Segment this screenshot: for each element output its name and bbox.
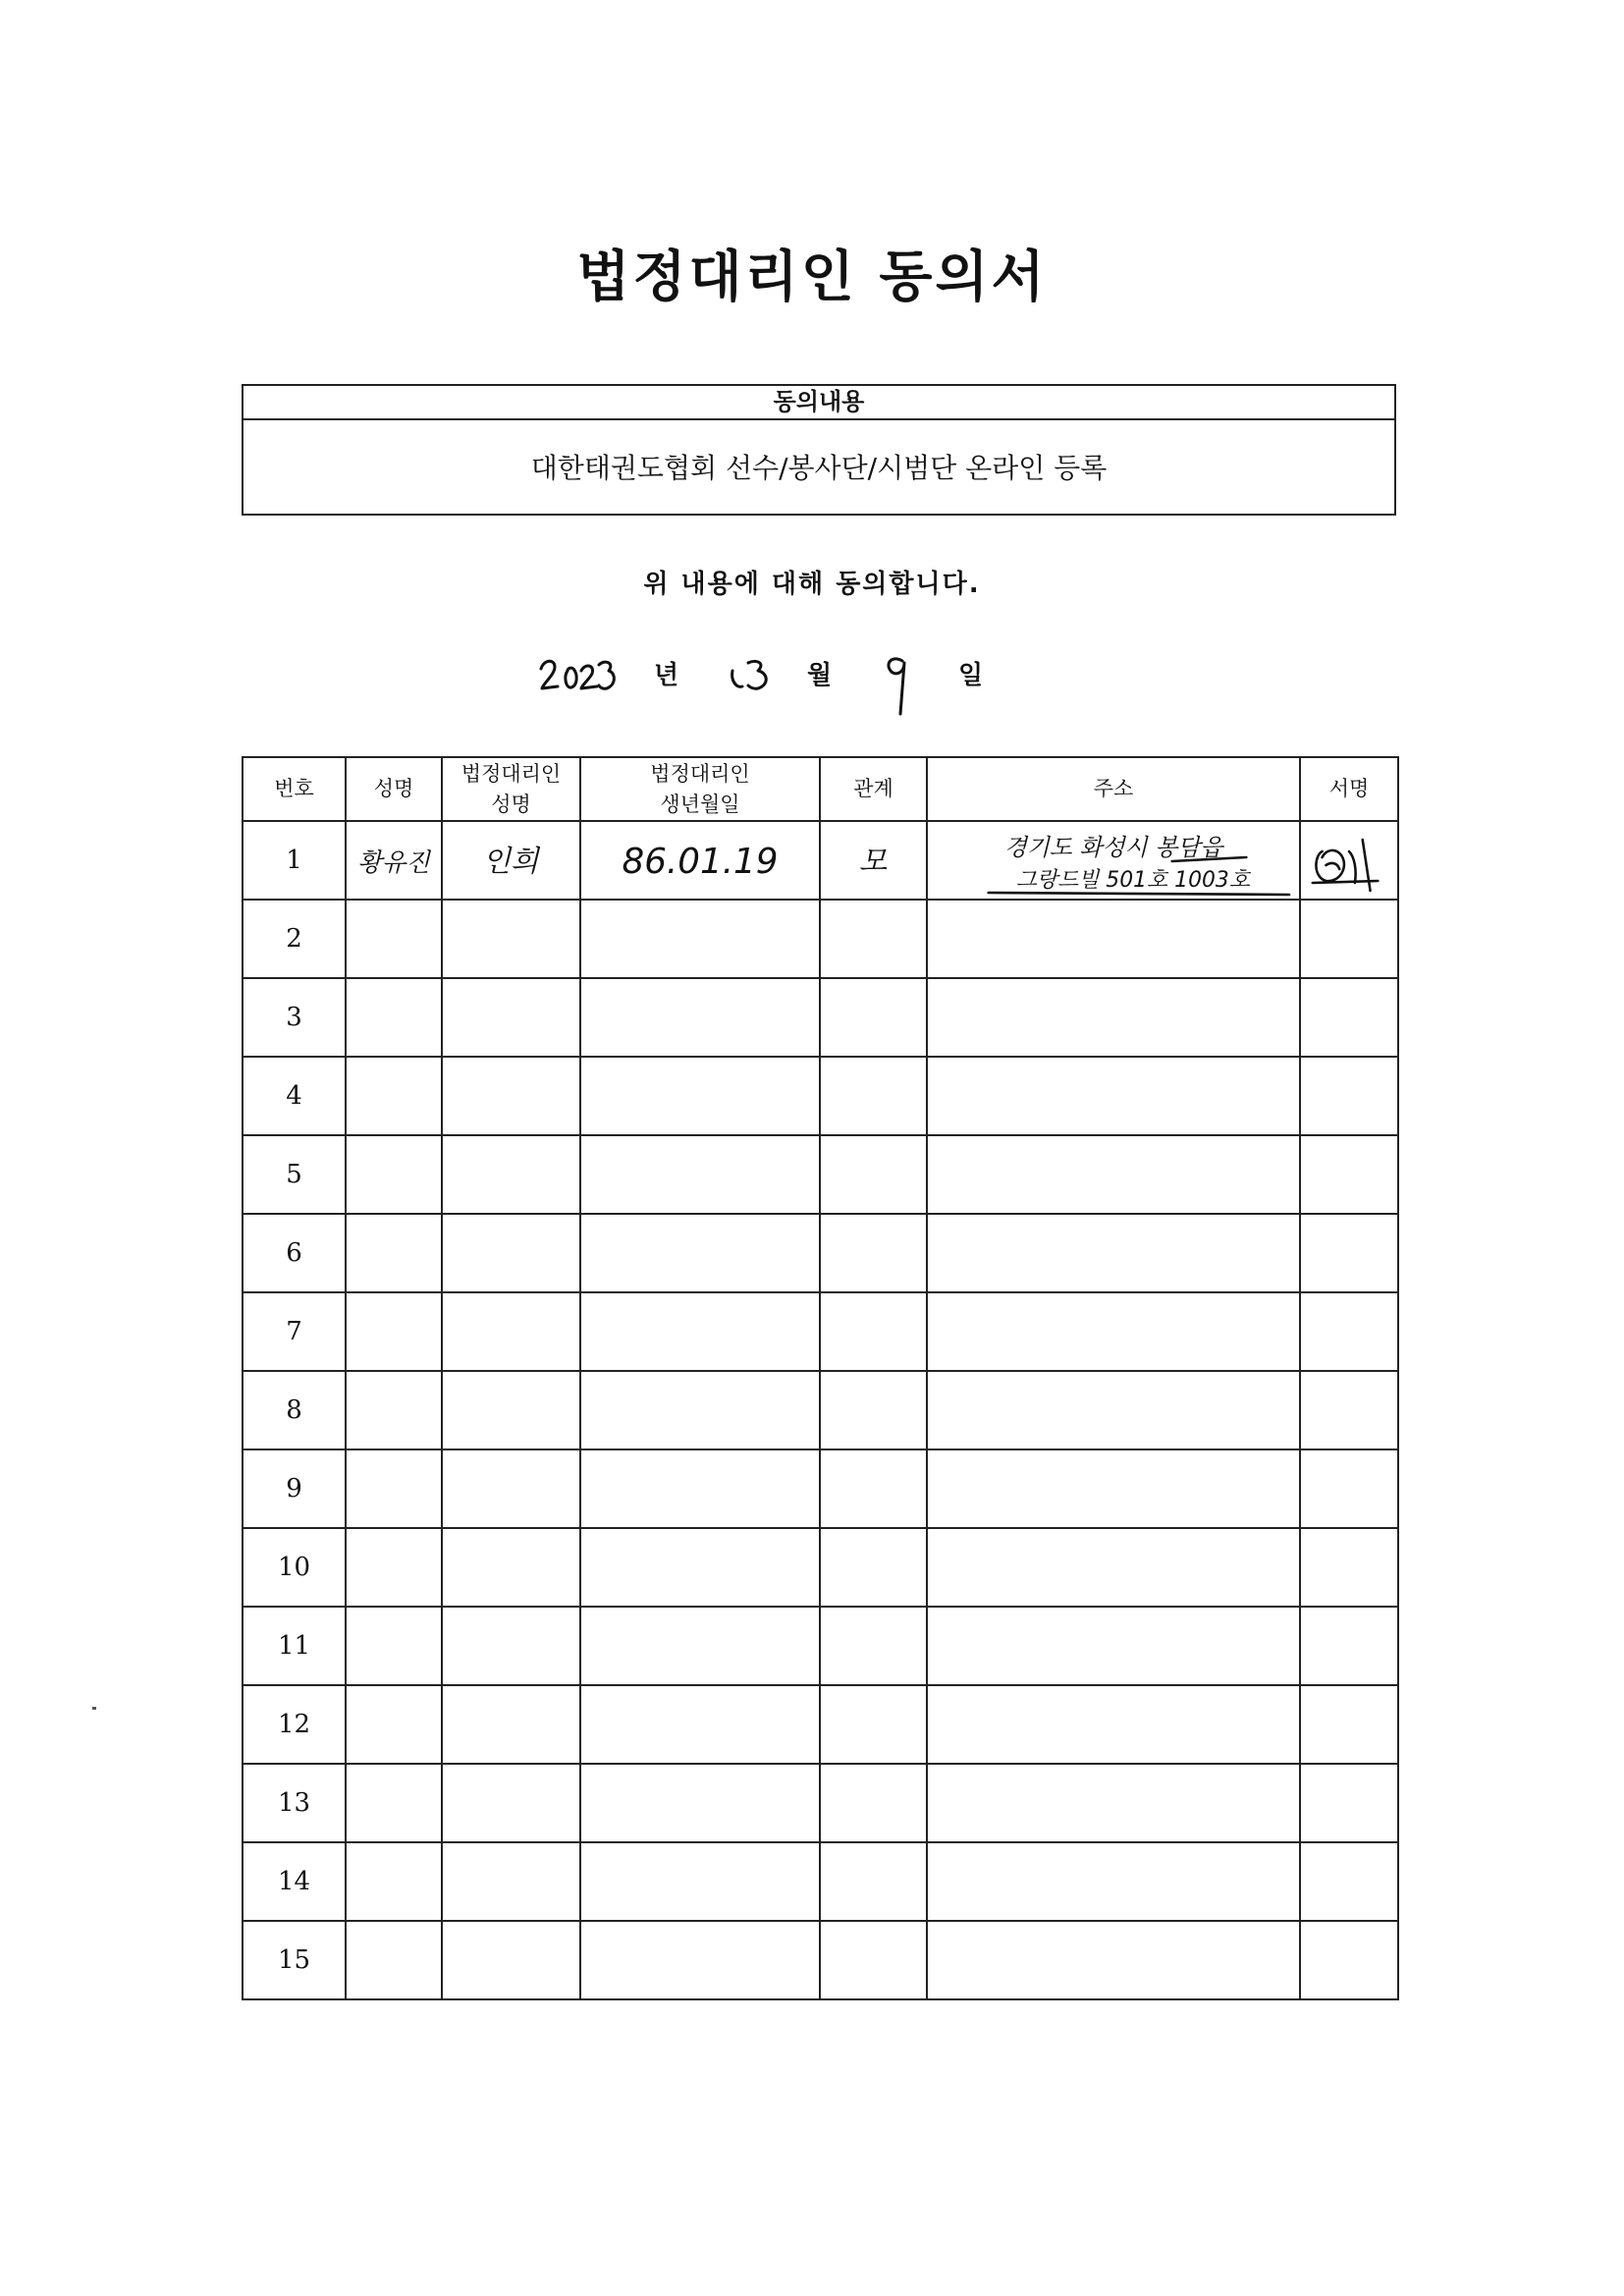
table-row [243,1764,1398,1842]
signature-image [1301,822,1397,899]
row-no: 2 [243,900,346,978]
agreement-text: 위 내용에 대해 동의합니다. [643,570,981,599]
table-row [243,1292,1398,1371]
row-no: 9 [243,1449,346,1528]
guardian-birth-text: 86.01.19 [622,841,779,883]
row-no: 15 [243,1921,346,1999]
table-row [243,1921,1398,1999]
consent-heading: 동의내용 [244,386,1394,420]
day-label: 일 [958,661,984,690]
scan-speck [92,1707,96,1710]
row-no: 10 [243,1528,346,1607]
handwritten-guardian-name [442,821,580,900]
table-row [243,1607,1398,1685]
handwritten-guardian-birth [580,821,820,900]
header-guardian-name [442,757,580,821]
header-guardian-birth-line1: 법정대리인 [650,762,750,787]
handwritten-name [346,821,442,900]
row-no: 11 [243,1607,346,1685]
header-address: 주소 [927,757,1300,821]
guardian-name-text: 인희 [482,844,539,880]
header-name: 성명 [346,757,442,821]
address-line2-text: 그랑드빌 501호 1003호 [1015,867,1250,894]
table-row [243,1528,1398,1607]
header-guardian-name-line2: 성명 [491,792,531,816]
row-no: 5 [243,1135,346,1214]
handwritten-address [927,821,1300,900]
registration-table [242,756,1399,2000]
table-row [243,1449,1398,1528]
header-relation: 관계 [820,757,927,821]
relation-text: 모 [858,844,888,880]
handwritten-year [538,651,619,698]
row-no: 13 [243,1764,346,1842]
signature-cell [1300,821,1398,900]
row-no: 3 [243,978,346,1057]
document-title: 법정대리인 동의서 [576,246,1048,309]
date-row [0,643,1624,722]
table-row [243,1135,1398,1214]
row-no: 7 [243,1292,346,1371]
year-label: 년 [654,661,679,690]
table-row [243,1214,1398,1292]
table-row [243,1685,1398,1764]
table-row [243,1057,1398,1135]
address-line1-text: 경기도 화성시 봉담읍 [1003,833,1223,862]
consent-box [242,384,1396,516]
row-no: 12 [243,1685,346,1764]
month-label: 월 [807,661,833,690]
table-row [243,1842,1398,1921]
header-signature: 서명 [1300,757,1398,821]
name-text: 황유진 [357,847,430,879]
header-guardian-birth [580,757,820,821]
table-header-row [243,757,1398,821]
table-row [243,821,1398,900]
row-no: 4 [243,1057,346,1135]
consent-content: 대한태권도협회 선수/봉사단/시범단 온라인 등록 [530,452,1108,484]
header-guardian-birth-line2: 생년월일 [660,792,740,816]
handwritten-month [727,651,782,698]
table-row [243,900,1398,978]
header-no: 번호 [243,757,346,821]
table-row [243,978,1398,1057]
table-row [243,1371,1398,1449]
handwritten-relation [820,821,927,900]
row-no: 14 [243,1842,346,1921]
row-no: 1 [243,821,346,900]
handwritten-day [879,649,918,720]
row-no: 8 [243,1371,346,1449]
row-no: 6 [243,1214,346,1292]
header-guardian-name-line1: 법정대리인 [460,762,562,787]
